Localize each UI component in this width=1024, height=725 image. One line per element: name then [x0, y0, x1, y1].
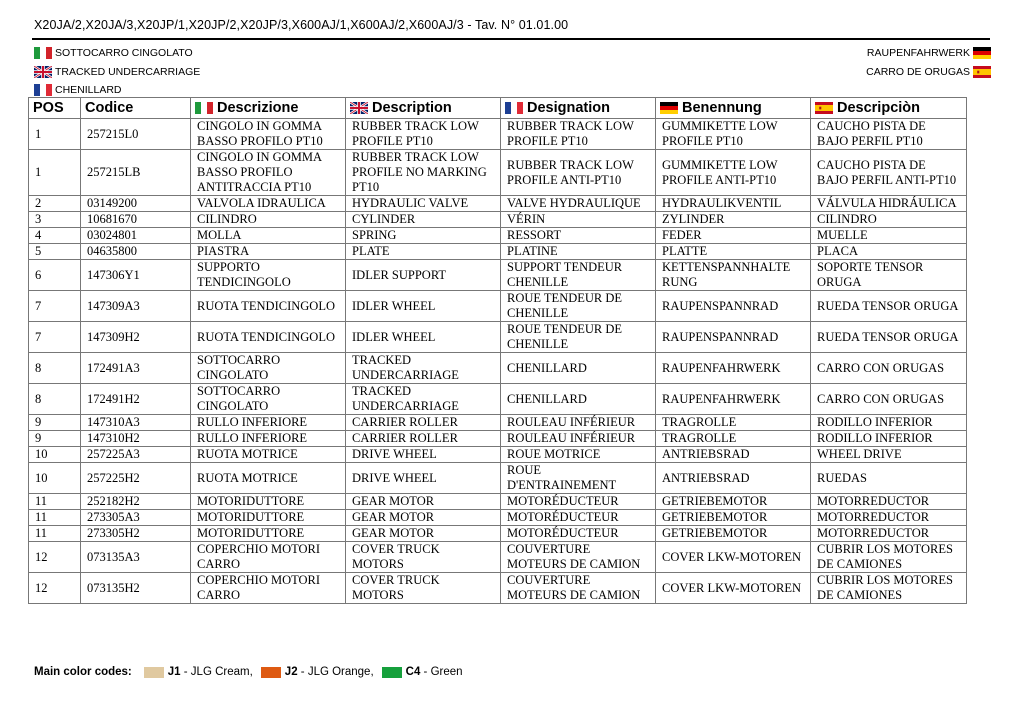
cell-desc-de: HYDRAULIKVENTIL [656, 196, 811, 212]
cell-desc-es: RUEDA TENSOR ORUGA [811, 322, 967, 353]
cell-code: 273305H2 [81, 526, 191, 542]
cell-desc-it: MOTORIDUTTORE [191, 494, 346, 510]
cell-code: 273305A3 [81, 510, 191, 526]
cell-desc-es: CILINDRO [811, 212, 967, 228]
cell-pos: 1 [29, 119, 81, 150]
table-row [29, 494, 967, 510]
column-header-descripci-n [811, 98, 967, 119]
column-header-label: Descripciòn [837, 100, 920, 116]
table-row [29, 322, 967, 353]
legend-items [144, 666, 471, 678]
cell-desc-en: HYDRAULIC VALVE [346, 196, 501, 212]
column-header-label: Designation [527, 100, 610, 116]
cell-desc-en: GEAR MOTOR [346, 510, 501, 526]
table-row [29, 212, 967, 228]
cell-desc-en: GEAR MOTOR [346, 526, 501, 542]
color-swatch [261, 667, 281, 678]
cell-desc-fr: CHENILLARD [501, 384, 656, 415]
table-row [29, 463, 967, 494]
table-row [29, 291, 967, 322]
cell-desc-fr: ROUE TENDEUR DE CHENILLE [501, 322, 656, 353]
cell-desc-de: TRAGROLLE [656, 431, 811, 447]
cell-desc-en: TRACKED UNDERCARRIAGE [346, 353, 501, 384]
cell-desc-fr: ROUE MOTRICE [501, 447, 656, 463]
cell-desc-en: COVER TRUCK MOTORS [346, 542, 501, 573]
cell-pos: 2 [29, 196, 81, 212]
cell-desc-es: CUBRIR LOS MOTORES DE CAMIONES [811, 573, 967, 604]
language-label: RAUPENFAHRWERK [866, 47, 970, 59]
cell-pos: 1 [29, 150, 81, 196]
cell-pos: 3 [29, 212, 81, 228]
cell-desc-en: RUBBER TRACK LOW PROFILE PT10 [346, 119, 501, 150]
language-entry [34, 44, 200, 63]
cell-desc-fr: RUBBER TRACK LOW PROFILE PT10 [501, 119, 656, 150]
cell-desc-de: GETRIEBEMOTOR [656, 526, 811, 542]
table-row [29, 573, 967, 604]
cell-code: 257215L0 [81, 119, 191, 150]
column-header-label: POS [33, 100, 64, 116]
table-row [29, 196, 967, 212]
cell-desc-fr: MOTORÉDUCTEUR [501, 494, 656, 510]
cell-desc-it: RULLO INFERIORE [191, 415, 346, 431]
cell-desc-es: MOTORREDUCTOR [811, 494, 967, 510]
cell-desc-de: GETRIEBEMOTOR [656, 494, 811, 510]
cell-desc-es: CARRO CON ORUGAS [811, 384, 967, 415]
cell-desc-en: DRIVE WHEEL [346, 463, 501, 494]
color-swatch [382, 667, 402, 678]
italy-flag-icon [34, 47, 52, 59]
cell-desc-en: IDLER WHEEL [346, 291, 501, 322]
cell-desc-es: CUBRIR LOS MOTORES DE CAMIONES [811, 542, 967, 573]
cell-desc-it: SOTTOCARRO CINGOLATO [191, 384, 346, 415]
cell-pos: 7 [29, 322, 81, 353]
table-row [29, 431, 967, 447]
cell-desc-it: CINGOLO IN GOMMA BASSO PROFILO ANTITRACCIA PT10 [191, 150, 346, 196]
cell-desc-de: RAUPENFAHRWERK [656, 384, 811, 415]
table-row [29, 526, 967, 542]
column-header-label: Descrizione [217, 100, 299, 116]
cell-desc-it: RUOTA MOTRICE [191, 447, 346, 463]
cell-pos: 7 [29, 291, 81, 322]
table-row [29, 447, 967, 463]
cell-desc-it: VALVOLA IDRAULICA [191, 196, 346, 212]
cell-desc-en: GEAR MOTOR [346, 494, 501, 510]
cell-code: 147309H2 [81, 322, 191, 353]
column-header-label: Description [372, 100, 452, 116]
language-entry [866, 63, 991, 82]
cell-code: 257215LB [81, 150, 191, 196]
cell-code: 147309A3 [81, 291, 191, 322]
cell-pos: 11 [29, 526, 81, 542]
header-divider [32, 38, 990, 40]
cell-pos: 8 [29, 353, 81, 384]
cell-desc-de: PLATTE [656, 244, 811, 260]
uk-flag-icon [34, 66, 52, 78]
cell-desc-fr: RUBBER TRACK LOW PROFILE ANTI-PT10 [501, 150, 656, 196]
cell-desc-it: MOTORIDUTTORE [191, 526, 346, 542]
cell-desc-it: SOTTOCARRO CINGOLATO [191, 353, 346, 384]
cell-pos: 6 [29, 260, 81, 291]
column-header-descrizione [191, 98, 346, 119]
cell-desc-fr: COUVERTURE MOTEURS DE CAMION [501, 542, 656, 573]
cell-desc-en: RUBBER TRACK LOW PROFILE NO MARKING PT10 [346, 150, 501, 196]
cell-desc-es: PLACA [811, 244, 967, 260]
cell-desc-en: COVER TRUCK MOTORS [346, 573, 501, 604]
cell-desc-it: PIASTRA [191, 244, 346, 260]
france-flag-icon [34, 84, 52, 96]
cell-pos: 10 [29, 463, 81, 494]
cell-desc-es: MOTORREDUCTOR [811, 510, 967, 526]
color-name: - JLG Orange, [297, 666, 374, 678]
color-name: - JLG Cream, [180, 666, 253, 678]
cell-desc-fr: MOTORÉDUCTEUR [501, 510, 656, 526]
cell-desc-fr: COUVERTURE MOTEURS DE CAMION [501, 573, 656, 604]
cell-desc-fr: ROULEAU INFÉRIEUR [501, 415, 656, 431]
cell-desc-de: ANTRIEBSRAD [656, 447, 811, 463]
cell-code: 147310H2 [81, 431, 191, 447]
language-label: SOTTOCARRO CINGOLATO [55, 47, 193, 59]
cell-desc-de: COVER LKW-MOTOREN [656, 542, 811, 573]
spain-flag-icon [815, 102, 833, 114]
cell-pos: 12 [29, 542, 81, 573]
cell-desc-en: TRACKED UNDERCARRIAGE [346, 384, 501, 415]
cell-desc-it: RUOTA TENDICINGOLO [191, 291, 346, 322]
language-entry [866, 44, 991, 63]
table-row [29, 415, 967, 431]
language-label: CHENILLARD [55, 84, 122, 96]
column-header-pos [29, 98, 81, 119]
table-row [29, 244, 967, 260]
cell-desc-es: CARRO CON ORUGAS [811, 353, 967, 384]
cell-desc-it: CINGOLO IN GOMMA BASSO PROFILO PT10 [191, 119, 346, 150]
cell-code: 252182H2 [81, 494, 191, 510]
column-header-benennung [656, 98, 811, 119]
cell-pos: 11 [29, 494, 81, 510]
column-header-label: Codice [85, 100, 134, 116]
cell-pos: 12 [29, 573, 81, 604]
cell-desc-es: MUELLE [811, 228, 967, 244]
cell-desc-it: CILINDRO [191, 212, 346, 228]
cell-code: 257225A3 [81, 447, 191, 463]
cell-desc-es: RODILLO INFERIOR [811, 415, 967, 431]
table-row [29, 119, 967, 150]
cell-code: 10681670 [81, 212, 191, 228]
cell-desc-en: IDLER WHEEL [346, 322, 501, 353]
cell-code: 04635800 [81, 244, 191, 260]
legend-label: Main color codes: [34, 666, 132, 678]
table-row [29, 384, 967, 415]
cell-desc-fr: VALVE HYDRAULIQUE [501, 196, 656, 212]
language-list-right [866, 44, 991, 81]
cell-desc-de: RAUPENSPANNRAD [656, 322, 811, 353]
cell-desc-en: CARRIER ROLLER [346, 431, 501, 447]
cell-desc-it: MOLLA [191, 228, 346, 244]
document-title: X20JA/2,X20JA/3,X20JP/1,X20JP/2,X20JP/3,X600AJ/1,X600AJ/2,X600AJ/3 - Tav. N° 01.01.00 [34, 18, 569, 32]
cell-desc-it: COPERCHIO MOTORI CARRO [191, 573, 346, 604]
cell-desc-en: SPRING [346, 228, 501, 244]
cell-desc-es: CAUCHO PISTA DE BAJO PERFIL PT10 [811, 119, 967, 150]
color-code: C4 [405, 666, 421, 678]
cell-pos: 9 [29, 415, 81, 431]
uk-flag-icon [350, 102, 368, 114]
cell-desc-fr: VÉRIN [501, 212, 656, 228]
france-flag-icon [505, 102, 523, 114]
table-row [29, 510, 967, 526]
cell-desc-es: SOPORTE TENSOR ORUGA [811, 260, 967, 291]
color-name: - Green [420, 666, 463, 678]
cell-desc-es: WHEEL DRIVE [811, 447, 967, 463]
cell-desc-en: DRIVE WHEEL [346, 447, 501, 463]
color-legend [34, 666, 471, 678]
germany-flag-icon [973, 47, 991, 59]
cell-desc-fr: CHENILLARD [501, 353, 656, 384]
cell-desc-en: PLATE [346, 244, 501, 260]
cell-desc-fr: MOTORÉDUCTEUR [501, 526, 656, 542]
cell-desc-fr: PLATINE [501, 244, 656, 260]
cell-pos: 8 [29, 384, 81, 415]
parts-table [28, 97, 967, 604]
cell-desc-de: TRAGROLLE [656, 415, 811, 431]
cell-pos: 9 [29, 431, 81, 447]
cell-code: 257225H2 [81, 463, 191, 494]
cell-pos: 10 [29, 447, 81, 463]
cell-desc-es: RODILLO INFERIOR [811, 431, 967, 447]
cell-pos: 5 [29, 244, 81, 260]
cell-code: 172491H2 [81, 384, 191, 415]
cell-code: 03024801 [81, 228, 191, 244]
column-header-label: Benennung [682, 100, 762, 116]
cell-desc-de: ZYLINDER [656, 212, 811, 228]
cell-desc-de: GETRIEBEMOTOR [656, 510, 811, 526]
language-entry [34, 63, 200, 82]
cell-desc-de: FEDER [656, 228, 811, 244]
color-code: J2 [284, 666, 298, 678]
cell-code: 147306Y1 [81, 260, 191, 291]
table-row [29, 260, 967, 291]
cell-desc-de: RAUPENSPANNRAD [656, 291, 811, 322]
germany-flag-icon [660, 102, 678, 114]
language-label: CARRO DE ORUGAS [866, 65, 970, 78]
table-row [29, 542, 967, 573]
cell-desc-fr: SUPPORT TENDEUR CHENILLE [501, 260, 656, 291]
cell-desc-en: IDLER SUPPORT [346, 260, 501, 291]
cell-desc-fr: RESSORT [501, 228, 656, 244]
cell-desc-it: RULLO INFERIORE [191, 431, 346, 447]
cell-desc-it: MOTORIDUTTORE [191, 510, 346, 526]
color-swatch [144, 667, 164, 678]
cell-code: 147310A3 [81, 415, 191, 431]
cell-desc-fr: ROUE TENDEUR DE CHENILLE [501, 291, 656, 322]
cell-code: 03149200 [81, 196, 191, 212]
cell-desc-de: RAUPENFAHRWERK [656, 353, 811, 384]
cell-desc-es: RUEDA TENSOR ORUGA [811, 291, 967, 322]
cell-desc-fr: ROULEAU INFÉRIEUR [501, 431, 656, 447]
language-list-left [34, 44, 200, 100]
column-header-description [346, 98, 501, 119]
cell-desc-es: RUEDAS [811, 463, 967, 494]
cell-desc-it: RUOTA MOTRICE [191, 463, 346, 494]
cell-pos: 4 [29, 228, 81, 244]
cell-desc-de: KETTENSPANNHALTE RUNG [656, 260, 811, 291]
cell-pos: 11 [29, 510, 81, 526]
spain-flag-icon [973, 66, 991, 78]
cell-desc-it: RUOTA TENDICINGOLO [191, 322, 346, 353]
cell-desc-it: SUPPORTO TENDICINGOLO [191, 260, 346, 291]
cell-desc-de: ANTRIEBSRAD [656, 463, 811, 494]
cell-desc-it: COPERCHIO MOTORI CARRO [191, 542, 346, 573]
cell-code: 172491A3 [81, 353, 191, 384]
cell-desc-fr: ROUE D'ENTRAINEMENT [501, 463, 656, 494]
cell-desc-es: CAUCHO PISTA DE BAJO PERFIL ANTI-PT10 [811, 150, 967, 196]
table-row [29, 228, 967, 244]
italy-flag-icon [195, 102, 213, 114]
column-header-codice [81, 98, 191, 119]
cell-desc-en: CYLINDER [346, 212, 501, 228]
table-row [29, 150, 967, 196]
table-header-row [29, 98, 967, 119]
color-code: J1 [167, 666, 181, 678]
cell-desc-es: VÁLVULA HIDRÁULICA [811, 196, 967, 212]
cell-desc-de: COVER LKW-MOTOREN [656, 573, 811, 604]
cell-desc-de: GUMMIKETTE LOW PROFILE PT10 [656, 119, 811, 150]
cell-desc-en: CARRIER ROLLER [346, 415, 501, 431]
table-body [29, 119, 967, 604]
cell-desc-es: MOTORREDUCTOR [811, 526, 967, 542]
column-header-designation [501, 98, 656, 119]
cell-code: 073135A3 [81, 542, 191, 573]
cell-code: 073135H2 [81, 573, 191, 604]
cell-desc-de: GUMMIKETTE LOW PROFILE ANTI-PT10 [656, 150, 811, 196]
table-row [29, 353, 967, 384]
language-label: TRACKED UNDERCARRIAGE [55, 65, 201, 78]
